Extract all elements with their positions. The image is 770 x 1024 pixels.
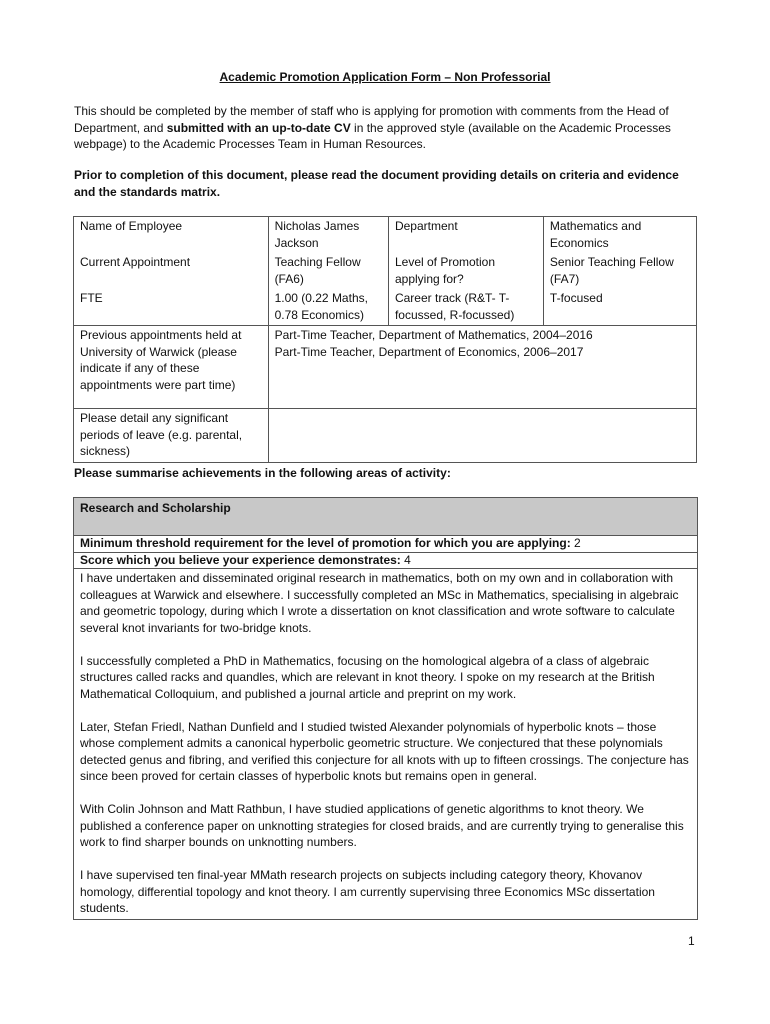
leave-label: Please detail any significant periods of leave (e.g. parental, sickness) <box>74 409 269 463</box>
research-paragraph: I have supervised ten final-year MMath research projects on subjects including category theory, Khovanov homology, differential topology and knot theory. I am currently supervising three Economics MSc dissertation students. <box>80 868 655 915</box>
research-narrative <box>74 569 697 919</box>
score-label: Score which you believe your experience demonstrates: <box>80 552 401 567</box>
fte-value: 1.00 (0.22 Maths, 0.78 Economics) <box>268 289 388 326</box>
minimum-threshold-label: Minimum threshold requirement for the level of promotion for which you are applying: <box>80 536 571 550</box>
department-label: Department <box>388 217 543 254</box>
employee-info-table <box>73 216 697 463</box>
research-paragraph: I successfully completed a PhD in Mathematics, focusing on the homological algebra of a class of algebraic structures called racks and quandles, which are relevant in knot theory. I spoke on my research at the British Mathematical Colloquium, and published a journal article and preprint on my work. <box>80 653 655 701</box>
research-paragraph: I have undertaken and disseminated original research in mathematics, both on my own and in collaboration with colleagues at Warwick and elsewhere. I successfully completed an MSc in Mathematics, specialising in algebraic and geometric topology, during which I wrote a dissertation on knot classification and wrote software to calculate several knot invariants for two-bridge knots. <box>80 571 679 635</box>
leave-value <box>268 409 696 463</box>
intro-text-2: in the approved style (available on the Academic Processes webpage) to the Academic Processes Team in Human Resources. <box>74 120 671 151</box>
minimum-threshold-value: 2 <box>570 536 581 550</box>
score-row <box>74 553 697 570</box>
previous-appointment-item: Part-Time Teacher, Department of Mathematics, 2004–2016 <box>274 328 593 342</box>
name-label: Name of Employee <box>74 217 269 254</box>
level-label: Level of Promotion applying for? <box>388 253 543 289</box>
score-value: 4 <box>400 552 411 567</box>
summary-prompt: Please summarise achievements in the following areas of activity: <box>74 466 451 480</box>
research-paragraph: With Colin Johnson and Matt Rathbun, I have studied applications of genetic algorithms to knot theory. We published a conference paper on unknotting strategies for closed braids, and are currently trying to generalise this work to find sharper bounds on unknotting numbers. <box>80 802 684 849</box>
intro-bold-text: submitted with an up-to-date CV <box>166 120 351 135</box>
level-value: Senior Teaching Fellow (FA7) <box>543 253 696 289</box>
track-value: T-focused <box>543 289 696 326</box>
department-value: Mathematics and Economics <box>543 217 696 254</box>
form-title: Academic Promotion Application Form – Non Professorial <box>219 70 551 84</box>
previous-appointments-label: Previous appointments held at University of Warwick (please indicate if any of these appointments were part time) <box>74 326 269 409</box>
minimum-threshold-row <box>74 536 697 553</box>
research-paragraph: Later, Stefan Friedl, Nathan Dunfield and I studied twisted Alexander polynomials of hyperbolic knots – those whose complement admits a canonical hyperbolic geometric structure. We conjectured that these polynomials detected genus and fibring, and verified this conjecture for all knots with up to fifteen crossings. The conjecture has since been proved for certain classes of hyperbolic knots but remains open in general. <box>80 719 689 783</box>
previous-appointment-item: Part-Time Teacher, Department of Economics, 2006–2017 <box>274 344 584 359</box>
prior-note: Prior to completion of this document, please read the document providing details on criteria and evidence and the standards matrix. <box>74 168 679 199</box>
fte-label: FTE <box>74 289 269 326</box>
appointment-label: Current Appointment <box>74 253 269 289</box>
research-heading: Research and Scholarship <box>74 498 697 536</box>
page-number: 1 <box>688 934 695 948</box>
previous-appointments-value <box>268 326 696 409</box>
appointment-value: Teaching Fellow (FA6) <box>268 253 388 289</box>
research-section <box>73 497 698 920</box>
intro-text-1: This should be completed by the member of staff who is applying for promotion with comments from the Head of Department, and <box>74 104 669 135</box>
intro-paragraph <box>74 103 699 153</box>
track-label: Career track (R&T- T-focussed, R-focussed) <box>388 289 543 326</box>
name-value: Nicholas James Jackson <box>268 217 388 254</box>
